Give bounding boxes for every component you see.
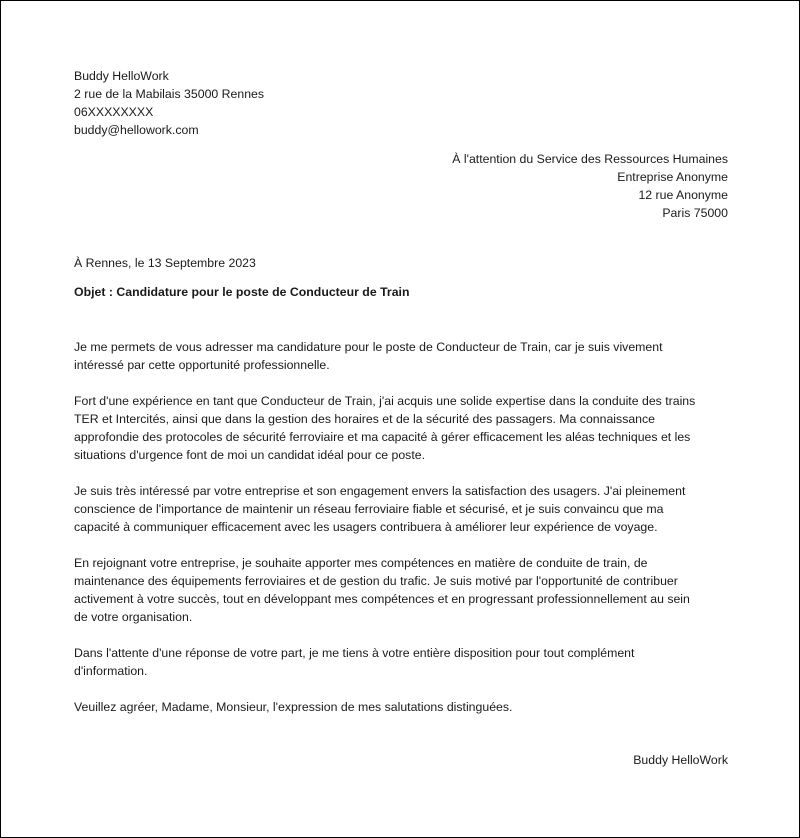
letter-content bbox=[74, 67, 728, 769]
paragraph-line: capacité à communiquer efficacement avec les usagers contribuera à améliorer leur expérience de voyage. bbox=[74, 520, 658, 534]
paragraph-line: activement à votre succès, tout en développant mes compétences et en progressant professionnellement au sein bbox=[74, 592, 690, 606]
sender-email: buddy@hellowork.com bbox=[74, 123, 199, 137]
paragraph-line: intéressé par cette opportunité professionnelle. bbox=[74, 358, 330, 372]
paragraph-line: Je me permets de vous adresser ma candidature pour le poste de Conducteur de Train, car je suis vivement bbox=[74, 340, 663, 354]
paragraph-line: Dans l'attente d'une réponse de votre part, je me tiens à votre entière disposition pour tout complément bbox=[74, 646, 635, 660]
paragraph-2 bbox=[74, 392, 728, 464]
paragraph-5 bbox=[74, 644, 728, 680]
sender-address: 2 rue de la Mabilais 35000 Rennes bbox=[74, 87, 265, 101]
paragraph-1 bbox=[74, 338, 728, 374]
signature: Buddy HelloWork bbox=[633, 753, 728, 767]
paragraph-line: Veuillez agréer, Madame, Monsieur, l'expression de mes salutations distinguées. bbox=[74, 700, 513, 714]
sender-block bbox=[74, 67, 728, 139]
sender-name: Buddy HelloWork bbox=[74, 69, 169, 83]
letter-body bbox=[74, 338, 728, 716]
recipient-block bbox=[74, 150, 728, 222]
paragraph-line: TER et Intercités, ainsi que dans la gestion des horaires et de la sécurité des passagers. Ma connaissance bbox=[74, 412, 656, 426]
recipient-attention: À l'attention du Service des Ressources Humaines bbox=[452, 152, 728, 166]
paragraph-3 bbox=[74, 482, 728, 536]
recipient-company: Entreprise Anonyme bbox=[617, 170, 728, 184]
paragraph-line: approfondie des protocoles de sécurité ferroviaire et ma capacité à gérer efficacement les aléas techniques et les bbox=[74, 430, 691, 444]
paragraph-line: d'information. bbox=[74, 664, 148, 678]
paragraph-line: de votre organisation. bbox=[74, 610, 193, 624]
recipient-street: 12 rue Anonyme bbox=[638, 188, 728, 202]
paragraph-4 bbox=[74, 554, 728, 626]
paragraph-line: Fort d'une expérience en tant que Conducteur de Train, j'ai acquis une solide expertise dans la conduite des trains bbox=[74, 394, 696, 408]
paragraph-line: En rejoignant votre entreprise, je souhaite apporter mes compétences en matière de conduite de train, de bbox=[74, 556, 648, 570]
paragraph-line: conscience de l'importance de maintenir un réseau ferroviaire fiable et sécurisé, et je suis convaincu que ma bbox=[74, 502, 664, 516]
subject-line: Objet : Candidature pour le poste de Conducteur de Train bbox=[74, 285, 410, 299]
paragraph-line: situations d'urgence font de moi un candidat idéal pour ce poste. bbox=[74, 448, 425, 462]
paragraph-line: maintenance des équipements ferroviaires et de gestion du trafic. Je suis motivé par l'opportunité de contribuer bbox=[74, 574, 678, 588]
recipient-city: Paris 75000 bbox=[662, 206, 728, 220]
paragraph-6 bbox=[74, 698, 728, 716]
paragraph-line: Je suis très intéressé par votre entreprise et son engagement envers la satisfaction des usagers. J'ai pleinement bbox=[74, 484, 686, 498]
date-line: À Rennes, le 13 Septembre 2023 bbox=[74, 256, 256, 270]
sender-phone: 06XXXXXXXX bbox=[74, 105, 154, 119]
